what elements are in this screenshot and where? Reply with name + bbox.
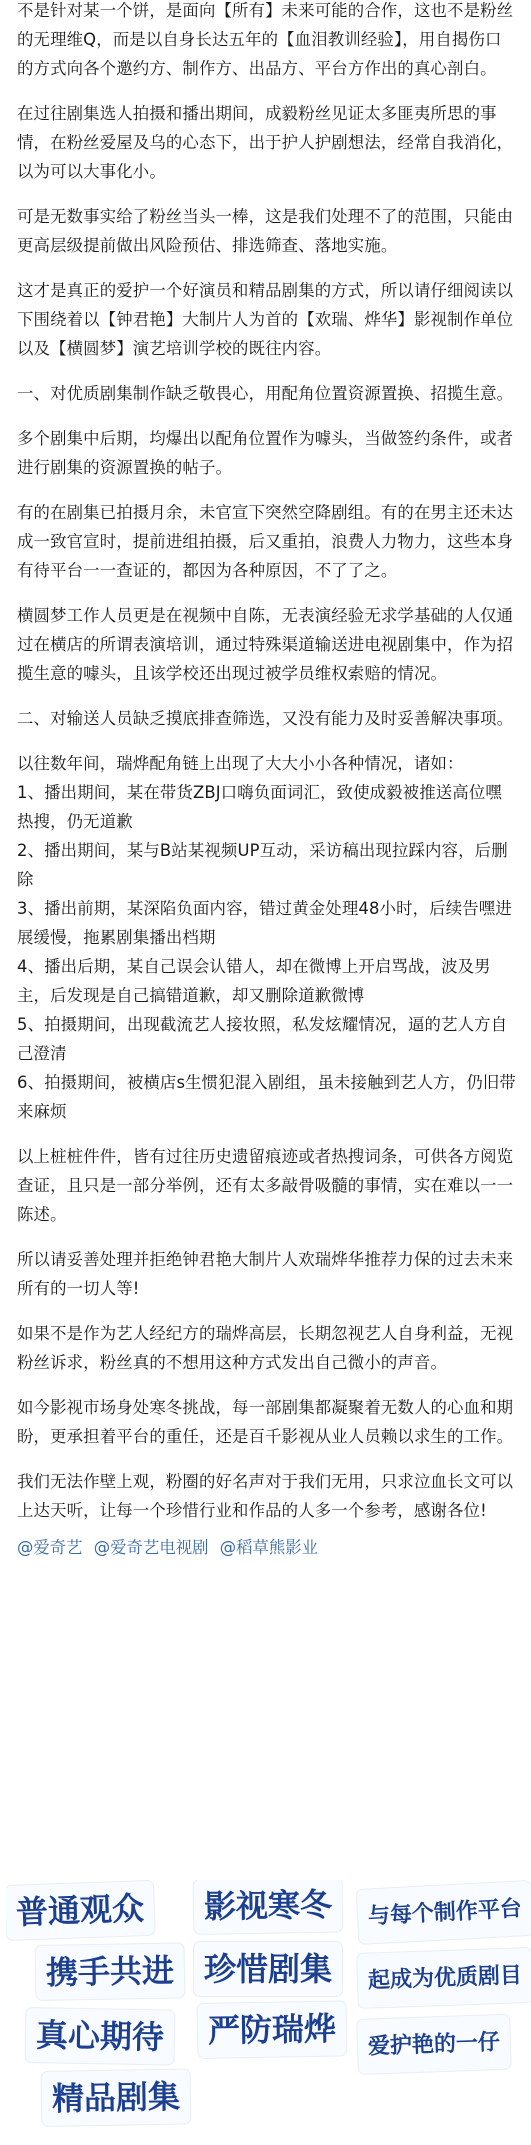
handwritten-sticker-image: [6, 1880, 531, 2145]
sticker-9: 爱护艳的一仔: [357, 2015, 511, 2074]
paragraph-school: 横圆梦工作人员更是在视频中自陈，无表演经验无求学基础的人仅通过在横店的所谓表演培训，通过特殊渠道输送进电视剧集中，作为招揽生意的噱头，且该学校还出现过被学员维权索赔的情况。: [17, 606, 514, 683]
section-heading-1: 一、对优质剧集制作缺乏敬畏心，用配角位置资源置换、招揽生意。: [17, 384, 514, 403]
sticker-10: 精品剧集: [42, 2069, 191, 2126]
sticker-6: 起成为优质剧目: [357, 1948, 531, 2008]
sticker-7: 真心期待: [26, 2008, 175, 2065]
sticker-4: 携手共进: [36, 1943, 185, 2000]
section-heading-2: 二、对输送人员缺乏摸底排查筛选，又没有能力及时妥善解决事项。: [17, 709, 514, 728]
mention-iqiyi[interactable]: @爱奇艺: [17, 1538, 83, 1557]
paragraph-please-read: 这才是真正的爱护一个好演员和精品剧集的方式，所以请仔细阅读以下围绕着以【钟君艳】大制片人为首的【欢瑞、烨华】影视制作单位以及【横圆梦】演艺培训学校的既往内容。: [17, 281, 514, 358]
paragraph-reshoot: 有的在剧集已拍摄月余，未官宣下突然空降剧组。有的在男主还未达成一致官宣时，提前进组拍摄，后又重拍，浪费人力物力，这些本身有待平台一一查证的，都因为各种原因，不了了之。: [17, 503, 514, 580]
paragraph-management: 如果不是作为艺人经纪方的瑞烨高层，长期忽视艺人自身利益，无视粉丝诉求，粉丝真的不想用这种方式发出自己微小的声音。: [17, 1324, 514, 1372]
paragraph-intro: 不是针对某一个饼，是面向【所有】未来可能的合作，这也不是粉丝的无理维Q，而是以自身长达五年的【血泪教训经验】，用自揭伤口的方式向各个邀约方、制作方、出品方、平台方作出的真心剖白。: [17, 1, 514, 78]
sticker-5: 珍惜剧集: [194, 1942, 342, 1996]
sticker-3: 与每个制作平台: [357, 1881, 531, 1944]
mention-list: [17, 1534, 516, 1562]
paragraph-market: 如今影视市场身处寒冬挑战，每一部剧集都凝聚着无数人的心血和期盼，更承担着平台的重任，还是百千影视从业人员赖以求生的工作。: [17, 1398, 514, 1446]
paragraph-incident-list: 以往数年间，瑞烨配角链上出现了大大小小各种情况，诸如： 1、播出期间，某在带货ZBJ口嗨负面词汇，致使成毅被推送高位嘿热搜，仍无道歉 2、播出期间，某与B站某视频UP互动，采访稿出现拉踩内容，后删除 3、播出前期，某深陷负面内容，错过黄金处理48小时，后续告嘿进展缓慢，拖累剧集播出档期 4、播出后期，某自己误会认错人，却在微博上开启骂战，波及男主，后发现是自己搞错道歉，却又删除道歉微博 5、拍摄期间，出现截流艺人接妆照，私发炫耀情况，逼的艺人方自己澄清 6、拍摄期间，被横店s生惯犯混入剧组，虽未接触到艺人方，仍旧带来麻烦: [17, 754, 516, 1121]
paragraph-facts: 可是无数事实给了粉丝当头一棒，这是我们处理不了的范围，只能由更高层级提前做出风险预估、排选筛查、落地实施。: [17, 207, 514, 255]
sticker-2: 影视寒冬: [194, 1880, 343, 1934]
paragraph-signing: 多个剧集中后期，均爆出以配角位置作为噱头，当做签约条件，或者进行剧集的资源置换的帖子。: [17, 429, 514, 477]
mention-iqiyi-drama[interactable]: @爱奇艺电视剧: [93, 1538, 209, 1557]
paragraph-history: 在过往剧集选人拍摄和播出期间，成毅粉丝见证太多匪夷所思的事情，在粉丝爱屋及乌的心态下，出于护人护剧想法，经常自我消化，以为可以大事化小。: [17, 104, 514, 181]
sticker-1: 普通观众: [6, 1881, 155, 1940]
paragraph-closing: 我们无法作壁上观，粉圈的好名声对于我们无用，只求泣血长文可以上达天听，让每一个珍惜行业和作品的人多一个参考，感谢各位!: [17, 1472, 514, 1520]
paragraph-evidence: 以上桩桩件件，皆有过往历史遗留痕迹或者热搜词条，可供各方阅览查证，且只是一部分举例，还有太多敲骨吸髓的事情，实在难以一一陈述。: [17, 1147, 514, 1224]
sticker-8: 严防瑞烨: [198, 2001, 347, 2058]
mention-straw-bear[interactable]: @稻草熊影业: [219, 1538, 319, 1557]
paragraph-request: 所以请妥善处理并拒绝钟君艳大制片人欢瑞烨华推荐力保的过去未来所有的一切人等!: [17, 1250, 514, 1298]
